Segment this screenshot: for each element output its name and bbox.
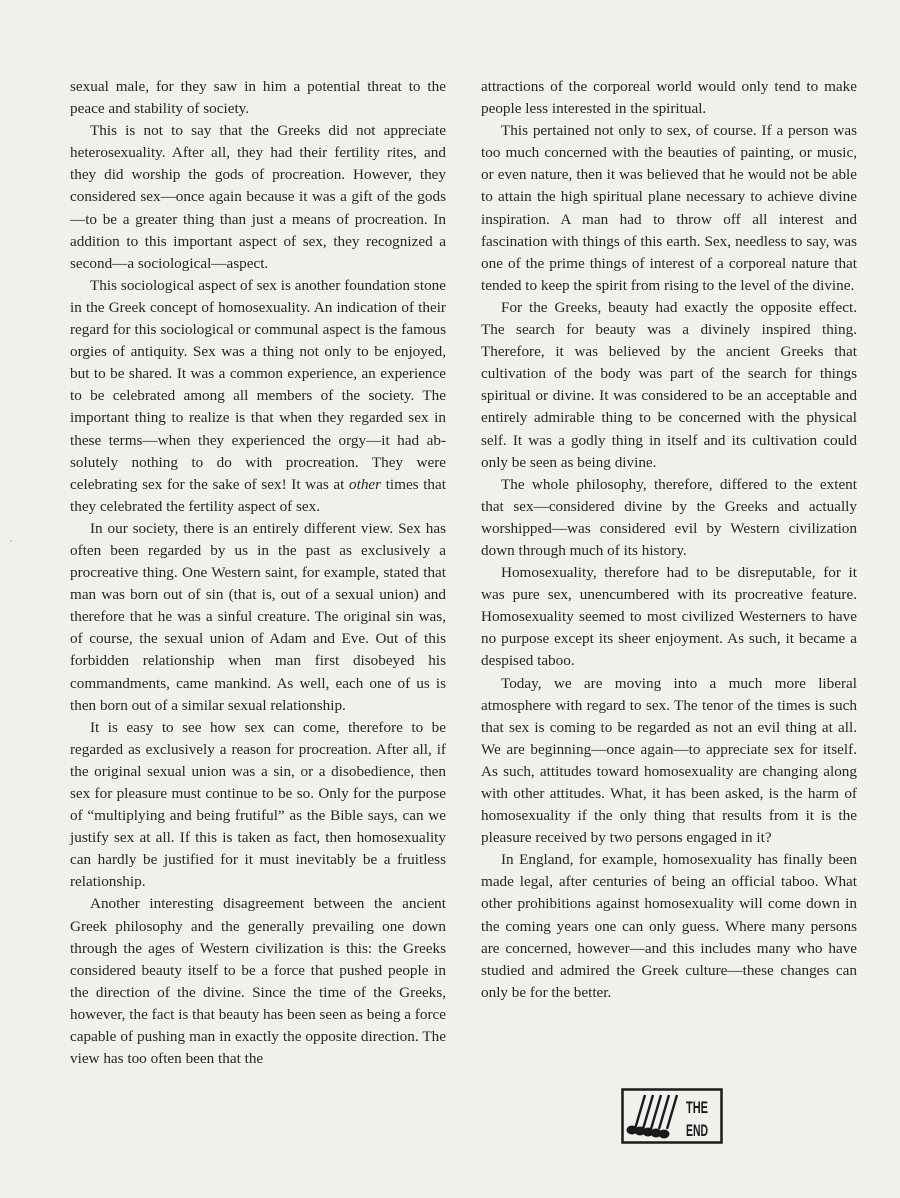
left-column <box>70 76 446 1070</box>
paragraph: Today, we are moving into a much more liberal atmosphere with regard to sex. The tenor of the times is such that sex is coming to be regarded as not an evil thing at all. We are beginning—once again—to appreciate sex for itself. As such, attitudes toward homosexuality are changing along with other attitudes. What, it has been asked, is the harm of homosexuality if the only thing that results from it is the pleasure received by two persons engaged in it? <box>481 674 857 847</box>
paragraph: attractions of the corporeal world would only tend to make people less interested in the spiritual. <box>481 78 857 118</box>
paragraph: sexual male, for they saw in him a potential threat to the peace and stability of society. <box>70 78 446 118</box>
paragraph: In England, for example, homosexuality has finally been made legal, after centuries of being an official taboo. What other prohibitions against homosexuality will come down in the coming years one can only guess. Where many persons are concerned, however—and this includes many who have studied and admired the Greek culture—these changes can only be for the better. <box>481 851 857 1001</box>
paragraph: In our society, there is an entirely different view. Sex has often been regarded by us in the past as exclusively a procreative thing. One Western saint, for example, stated that man was born out of sin (that is, out of a sexual union) and therefore that he was a sinful creature. The original sin was, of course, the sexual union of Adam and Eve. Out of this forbidden relationship when man first disobeyed his commandments, came mankind. As well, each one of us is then born out of a similar sexual relationship. <box>70 519 446 714</box>
paragraph: This pertained not only to sex, of course. If a person was too much concerned with the beauties of painting, or music, or even nature, then it was believed that he would not be able to attain the high spiritual plane necessary to achieve divine inspiration. A man had to throw off all interest and fascination with things of this earth. Sex, needless to say, was one of the prime things of interest of a corporeal nature that tended to keep the spirit from rising to the level of the divine. <box>481 122 857 294</box>
emphasis-word: other <box>349 475 382 493</box>
logo-word-end: END <box>686 1121 708 1140</box>
paragraph: Homosexuality, therefore had to be disreputable, for it was pure sex, unencumbered with its procreative feature. Homosexuality seemed to most civilized Westerners to have no purpose except its sheer enjoyment. As such, it became a despised taboo. <box>481 564 857 670</box>
paragraph-text: times that they celebrated the fertility aspect of sex. <box>70 475 446 515</box>
paragraph: Another interesting disagreement between the ancient Greek philosophy and the generally prevailing one down through the ages of Western civilization is this: the Greeks considered beauty itself to be a force that pushed people in the direction of the divine. Since the time of the Greeks, however, the fact is that beauty has been seen as being a force capable of pushing man in exactly the opposite direction. The view has too often been that the <box>70 895 446 1068</box>
right-column <box>481 76 857 1004</box>
paragraph: It is easy to see how sex can come, therefore to be regarded as exclusively a reason for procreation. After all, if the original sexual union was a sin, or a disobedience, then sex for pleasure must continue to be so. Only for the purpose of “multiplying and being frutiful” as the Bible says, can we justify sex at all. If this is taken as fact, then homosexuality can hardly be justified for it must inevitably be a fruitless relationship. <box>70 718 446 891</box>
music-notes-icon <box>627 1095 678 1139</box>
paragraph <box>70 275 446 518</box>
paragraph: The whole philosophy, therefore, differed to the extent that sex—considered divine by the Greeks and actually worshipped—was considered evil by Western civilization down through much of its history. <box>481 475 857 559</box>
the-end-logo <box>621 1088 723 1144</box>
page-speck <box>10 540 12 542</box>
paragraph: This is not to say that the Greeks did not appreciate heterosexuality. After all, they had their fertility rites, and they did worship the gods of procreation. However, they considered sex—once again because it was a gift of the gods—to be a greater thing than just a means of procreation. In addition to this important aspect of sex, they recognized a second—a sociological—aspect. <box>70 122 446 272</box>
logo-word-the: THE <box>686 1098 708 1117</box>
paragraph: For the Greeks, beauty had exactly the opposite effect. The search for beauty was a divinely inspired thing. Therefore, it was believed by the ancient Greeks that cultivation of the body was part of the search for things spiritual or divine. It was considered to be an acceptable and entirely admirable thing to be concerned with the physical self. It was a godly thing in itself and its cultivation could only be seen as being divine. <box>481 298 857 471</box>
paragraph-text: This sociological aspect of sex is another foundation stone in the Greek concept of homosexuality. An indication of their regard for this sociological or communal aspect is the famous orgies of antiquity. Sex was a thing not only to be enjoyed, but to be shared. It was a common experience, an experience to be celebrated among all members of the society. The important thing to realize is that when they regarded sex in these terms—when they experienced the orgy—it had absolutely nothing to do with procreation. They were celebrating sex for the sake of sex! It was at <box>70 276 446 493</box>
